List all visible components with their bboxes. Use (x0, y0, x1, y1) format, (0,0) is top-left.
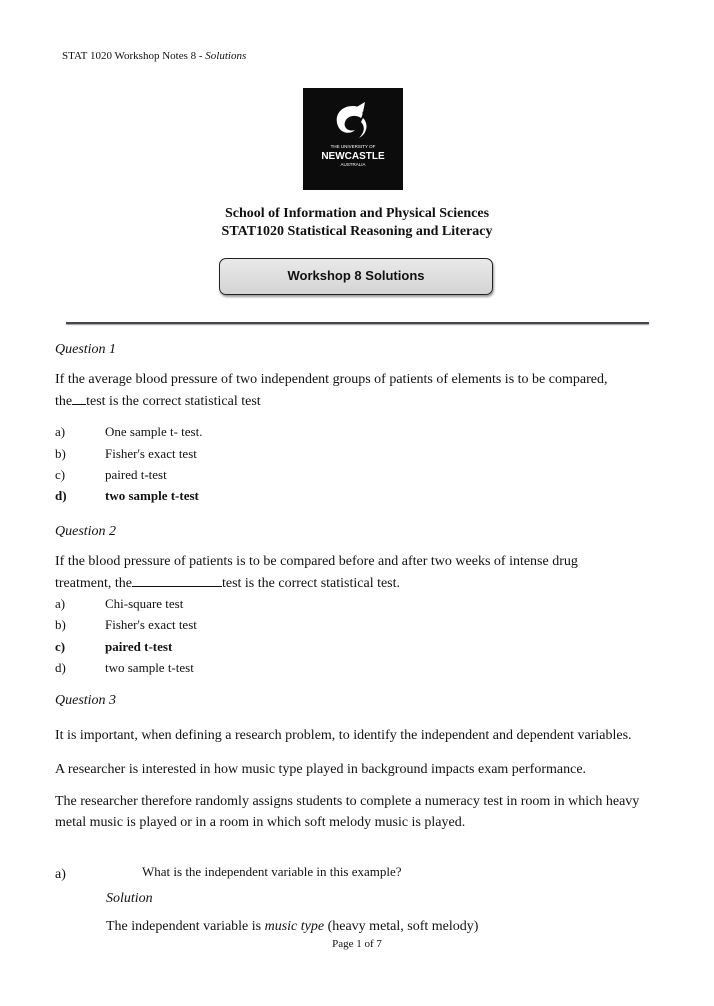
question-2-option-a: a) Chi-square test (55, 596, 184, 611)
solution-label: Solution (106, 891, 153, 906)
course-name: STAT1020 Statistical Reasoning and Literacy (221, 224, 493, 239)
logo-line2: NEWCASTLE (321, 151, 385, 162)
question-3-title: Question 3 (55, 693, 117, 708)
school-name: School of Information and Physical Sciences (224, 206, 490, 221)
logo-line3: AUSTRALIA (340, 162, 366, 167)
question-2-option-b: b) Fisher's exact test (55, 617, 197, 632)
question-1-option-d-answer: d) two sample t-test (55, 488, 199, 503)
page-header: STAT 1020 Workshop Notes 8 - Solutions (62, 50, 247, 62)
part-a-letter: a) (55, 867, 66, 882)
question-2-option-d: d) two sample t-test (55, 660, 194, 675)
question-3-para-2: A researcher is interested in how music type played in background impacts exam performance. (55, 762, 587, 777)
question-1-title: Question 1 (55, 342, 117, 357)
workshop-banner: Workshop 8 Solutions (219, 258, 493, 295)
question-1-text: If the average blood pressure of two independent groups of patients of elements is to be compared, the test is the correct statistical test (55, 372, 608, 409)
university-logo (303, 88, 403, 190)
question-1-option-b: b) Fisher's exact test (55, 446, 197, 461)
question-1-option-a: a) One sample t- test. (55, 424, 203, 439)
question-1-option-c: c) paired t-test (55, 467, 167, 482)
question-2-option-c-answer: c) paired t-test (55, 639, 173, 654)
solution-answer: The independent variable is music type (heavy metal, soft melody) (106, 919, 479, 934)
divider (66, 322, 649, 324)
page-footer: Page 1 of 7 (332, 938, 382, 950)
header-solutions: Solutions (205, 50, 247, 62)
question-2-text: If the blood pressure of patients is to be compared before and after two weeks of intense drug treatment, the test is the correct statistical test. (55, 554, 578, 591)
question-2-title: Question 2 (55, 524, 117, 539)
question-3-para-3: The researcher therefore randomly assigns students to complete a numeracy test in room in which heavy metal music is played or in a room in which soft melody music is played. (55, 794, 640, 830)
logo-line1: THE UNIVERSITY OF (330, 144, 376, 149)
part-a-question: What is the independent variable in this example? (142, 864, 402, 879)
question-3-para-1: It is important, when defining a research problem, to identify the independent and dependent variables. (55, 728, 632, 743)
